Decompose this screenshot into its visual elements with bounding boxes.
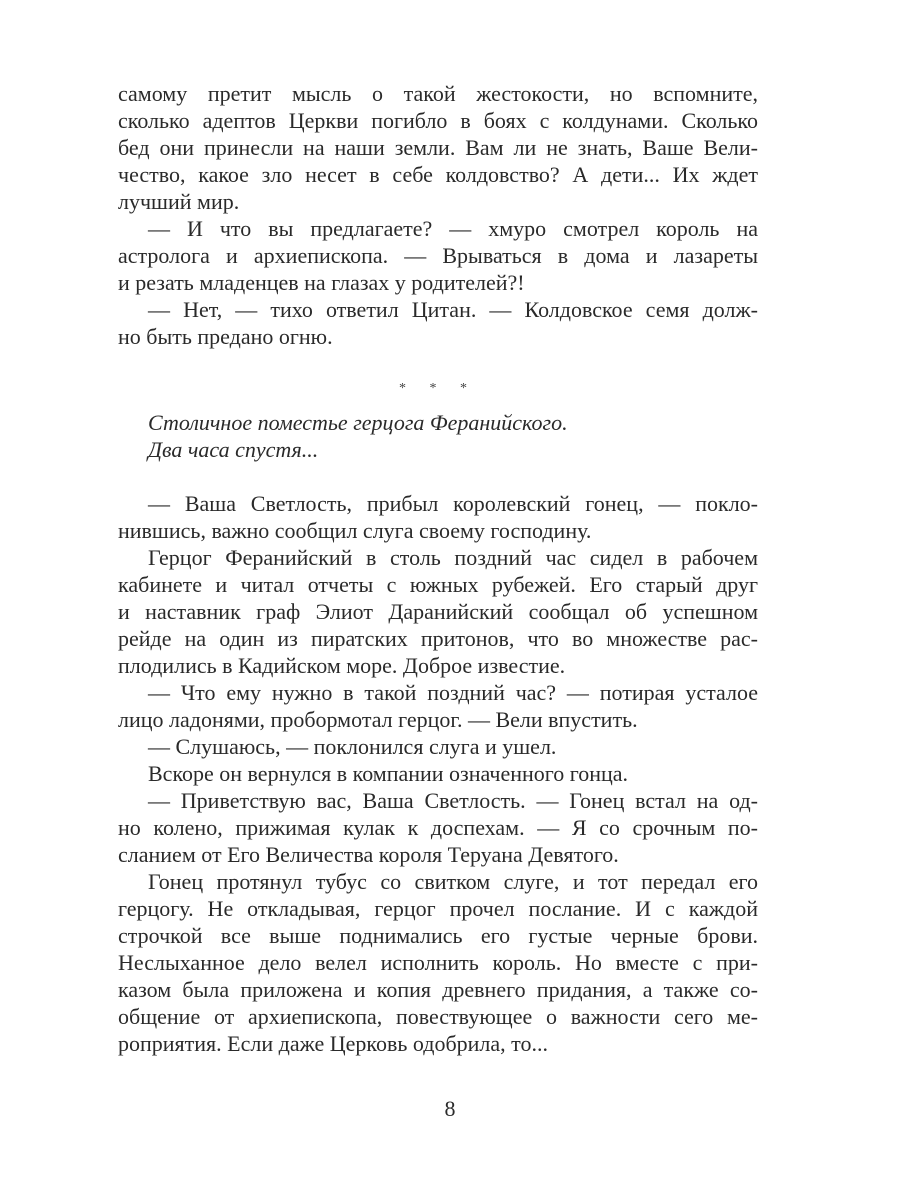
text-line: лицо ладонями, пробормотал герцог. — Вели впустить. bbox=[118, 707, 638, 732]
subheading-line: Два часа спустя... bbox=[148, 437, 319, 462]
text-line: Герцог Феранийский в столь поздний час сидел в рабочем bbox=[148, 545, 758, 570]
text-line: строчкой все выше поднимались его густые черные брови. bbox=[118, 923, 758, 948]
text-line: нившись, важно сообщил слуга своему господину. bbox=[118, 518, 592, 543]
text-line: казом была приложена и копия древнего придания, а также со- bbox=[118, 977, 758, 1002]
text-line: чество, какое зло несет в себе колдовство? А дети... Их ждет bbox=[118, 162, 758, 187]
text-line: самому претит мысль о такой жестокости, но вспомните, bbox=[118, 81, 758, 106]
text-line: общение от архиепископа, повествующее о важности сего ме- bbox=[118, 1004, 758, 1029]
text-line: — Приветствую вас, Ваша Светлость. — Гонец встал на од- bbox=[148, 788, 758, 813]
text-line: роприятия. Если даже Церковь одобрила, то... bbox=[118, 1031, 548, 1056]
text-line: рейде на один из пиратских притонов, что во множестве рас- bbox=[118, 626, 758, 651]
text-line: сколько адептов Церкви погибло в боях с колдунами. Сколько bbox=[118, 108, 758, 133]
paragraph-10 bbox=[118, 868, 758, 1057]
paragraph-3 bbox=[118, 296, 758, 350]
text-line: — Слушаюсь, — поклонился слуга и ушел. bbox=[148, 734, 557, 759]
text-line: — Ваша Светлость, прибыл королевский гонец, — покло- bbox=[148, 491, 758, 516]
text-line: — Нет, — тихо ответил Цитан. — Колдовское семя долж- bbox=[148, 297, 758, 322]
scene-subheading bbox=[118, 409, 758, 463]
text-line: но быть предано огню. bbox=[118, 324, 333, 349]
paragraph-4 bbox=[118, 490, 758, 544]
text-line: астролога и архиепископа. — Врываться в дома и лазареты bbox=[118, 243, 758, 268]
text-line: кабинете и читал отчеты с южных рубежей. Его старый друг bbox=[118, 572, 758, 597]
paragraph-5 bbox=[118, 544, 758, 679]
paragraph-6 bbox=[118, 679, 758, 733]
paragraph-7 bbox=[118, 733, 758, 760]
text-line: лучший мир. bbox=[118, 189, 240, 214]
text-line: Неслыханное дело велел исполнить король. Но вместе с при- bbox=[118, 950, 758, 975]
subheading-line: Столичное поместье герцога Феранийского. bbox=[148, 410, 568, 435]
book-page bbox=[118, 80, 758, 1057]
text-line: — И что вы предлагаете? — хмуро смотрел король на bbox=[148, 216, 758, 241]
paragraph-1 bbox=[118, 80, 758, 215]
paragraph-2 bbox=[118, 215, 758, 296]
text-line: сланием от Его Величества короля Теруана Девятого. bbox=[118, 842, 619, 867]
text-line: и наставник граф Элиот Даранийский сообщал об успешном bbox=[118, 599, 758, 624]
text-line: Вскоре он вернулся в компании означенного гонца. bbox=[148, 761, 629, 786]
paragraph-9 bbox=[118, 787, 758, 868]
text-line: плодились в Кадийском море. Доброе известие. bbox=[118, 653, 566, 678]
text-line: — Что ему нужно в такой поздний час? — потирая усталое bbox=[148, 680, 758, 705]
section-separator: * * * bbox=[399, 381, 477, 396]
page-number: 8 bbox=[444, 1096, 456, 1121]
text-line: герцогу. Не откладывая, герцог прочел послание. И с каждой bbox=[118, 896, 758, 921]
text-line: и резать младенцев на глазах у родителей?! bbox=[118, 270, 525, 295]
text-line: Гонец протянул тубус со свитком слуге, и тот передал его bbox=[148, 869, 758, 894]
text-line: бед они принесли на наши земли. Вам ли не знать, Ваше Вели- bbox=[118, 135, 758, 160]
paragraph-8 bbox=[118, 760, 758, 787]
text-line: но колено, прижимая кулак к доспехам. — Я со срочным по- bbox=[118, 815, 758, 840]
